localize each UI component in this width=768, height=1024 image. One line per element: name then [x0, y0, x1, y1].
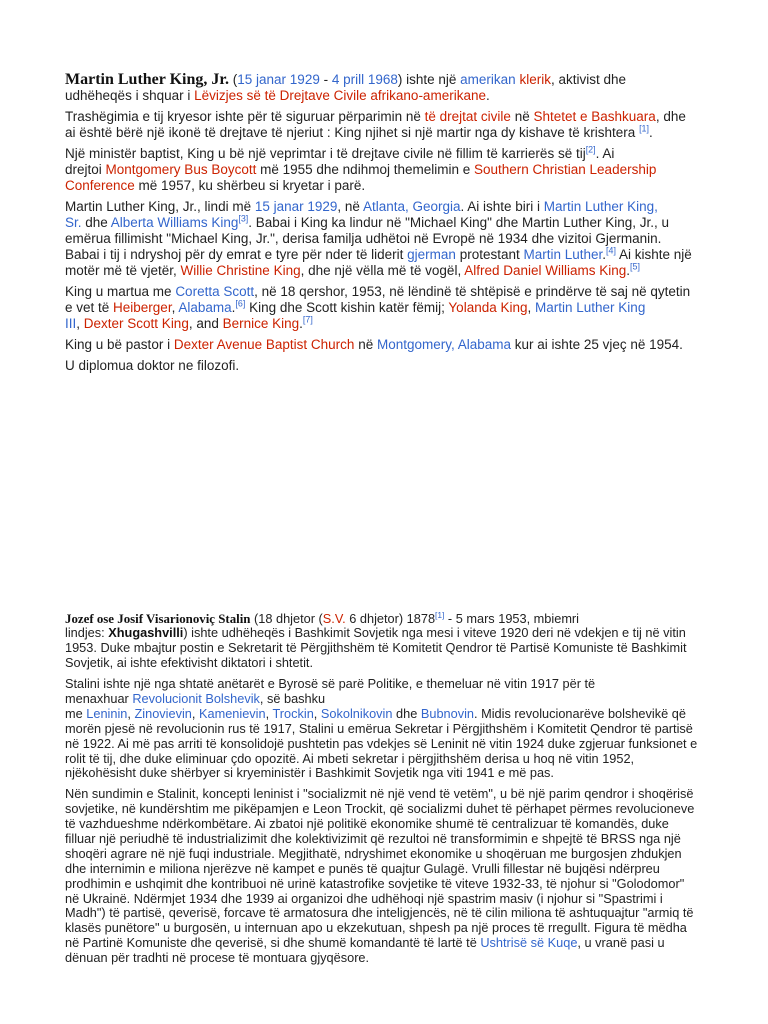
text-line — [65, 906, 755, 921]
wiki-link[interactable]: Sr. — [65, 215, 82, 230]
text-run: në — [510, 109, 534, 124]
red-link[interactable]: Southern Christian Leadership — [473, 162, 657, 177]
text-line — [65, 766, 755, 781]
text-run: në — [354, 337, 377, 352]
text-line — [65, 847, 755, 862]
text-run: klasës punëtore" u burgosën, u internuan apo u ekzekutuan, shpesh pa një proces të rregullt. Figura të mëdha — [65, 920, 687, 936]
text-line — [65, 358, 755, 374]
text-run: , u vranë pasi u — [577, 935, 665, 951]
text-run: King dhe Scott kishin katër fëmij; — [245, 300, 449, 315]
paragraph — [65, 284, 755, 332]
text-run: ) ishte udhëheqës i Bashkimit Sovjetik nga mesi i viteve 1920 deri në vdekjen e tij në vitin — [183, 625, 686, 641]
text-run: menaxhuar — [65, 690, 133, 706]
text-line — [65, 215, 755, 231]
text-run: kur ai ishte 25 vjeç në 1954. — [511, 337, 683, 352]
text-run: morën pjesë në revolucionin rus të 1917, Stalini u emërua Sekretar i Përgjithshëm i Komitetit Qendror të partisë — [65, 720, 693, 736]
bold-term: Xhugashvilli — [108, 625, 184, 641]
text-run: 1953. Duke mbajtur postin e Sekretarit të Përgjithshëm të Komitetit Qendror të Partisë Komuniste të Bashkimit — [65, 640, 687, 656]
text-run: prodhimin e ushqimit dhe kontribuoi në urinë katastrofike sovjetike të viteve 1932-33, të njohur si "Golodomor" — [65, 875, 685, 891]
text-line — [65, 862, 755, 877]
wiki-link[interactable]: Alabama — [178, 300, 232, 315]
text-line — [65, 199, 755, 215]
wiki-link[interactable]: Sokolnikovin — [320, 705, 393, 721]
text-run: . Ai ishte biri i — [460, 199, 544, 214]
text-run: Martin Luther King, Jr., lindi më — [65, 199, 255, 214]
text-run: (18 dhjetor ( — [250, 610, 323, 626]
text-line — [65, 162, 755, 178]
text-line — [65, 832, 755, 847]
paragraph — [65, 72, 755, 104]
wiki-link[interactable]: Coretta Scott — [175, 284, 255, 299]
text-line — [65, 109, 755, 125]
paragraph — [65, 609, 755, 672]
text-run: dhe — [81, 215, 111, 230]
text-run: dhe — [392, 705, 421, 721]
paragraph — [65, 199, 755, 279]
text-run: Ai kishte një — [615, 247, 692, 262]
text-line — [65, 146, 755, 162]
paragraph — [65, 358, 755, 374]
reference-link[interactable]: [5] — [630, 261, 640, 272]
text-run: King u bë pastor i — [65, 337, 174, 352]
reference-link[interactable]: [6] — [235, 298, 246, 309]
text-run: shoqëri agrare në një fuqi industriale. Megjithatë, ndryshimet ekonomike u shoqëruan me burgosjen zhdukjen — [65, 845, 682, 861]
text-line — [65, 892, 755, 907]
wiki-link[interactable]: Leninin — [86, 705, 128, 721]
text-run: protestant — [455, 247, 524, 262]
text-run: sovjetike, në kundërshtim me pikëpamjen e Leon Trockit, që socializmi duhet të përhapet përmes revolucioneve — [65, 801, 695, 817]
text-run: - 5 mars 1953, mbiemri — [444, 610, 580, 626]
text-run: . — [485, 88, 490, 103]
red-link[interactable]: Shtetet e Bashkuara — [533, 109, 656, 124]
article-title: Jozef ose Josif Visarionoviç Stalin — [65, 611, 251, 626]
reference-link[interactable]: [1] — [639, 123, 649, 134]
text-line — [65, 247, 755, 263]
text-run: . — [602, 247, 607, 262]
red-link[interactable]: Dexter Scott King — [83, 316, 189, 331]
wiki-link[interactable]: Bubnovin — [420, 705, 475, 721]
text-line — [65, 802, 755, 817]
paragraph — [65, 677, 755, 781]
wiki-link[interactable]: amerikan — [460, 72, 516, 87]
text-run: njëkohësisht duke shërbyer si kryeministër i Bashkimit Sovjetik nga viti 1941 e më pas. — [65, 765, 554, 781]
text-run: , — [76, 316, 84, 331]
article-martin-luther-king — [65, 72, 755, 379]
red-link[interactable]: Dexter Avenue Baptist Church — [173, 337, 355, 352]
paragraph — [65, 146, 755, 194]
text-line — [65, 284, 755, 300]
text-run: lindjes: — [65, 625, 109, 641]
wiki-link[interactable]: 4 prill 1968 — [331, 72, 398, 87]
text-run: motër më të vjetër, — [65, 263, 181, 278]
text-run: Stalini ishte një nga shtatë anëtarët e Byrosë së parë Politike, e themeluar në vitin 1917 për të — [65, 676, 596, 692]
text-line — [65, 231, 755, 247]
text-run: 6 dhjetor) 1878 — [345, 610, 436, 626]
text-line — [65, 817, 755, 832]
text-run: , — [527, 300, 536, 315]
wiki-link[interactable]: Ushtrisë së Kuqe — [480, 935, 578, 951]
text-run: , — [191, 705, 199, 721]
text-line — [65, 263, 755, 279]
text-run: , dhe — [655, 109, 686, 124]
text-run: , në 18 qershor, 1953, në lëndinë të shtëpisë e prindërve të saj në qytetin — [254, 284, 691, 299]
reference-link[interactable]: [2] — [585, 144, 596, 155]
red-link[interactable]: Heiberger — [113, 300, 172, 315]
paragraph — [65, 109, 755, 141]
text-run: në Partinë Komuniste dhe qeverisë, si dhe shumë komandantë të lartë të — [65, 935, 481, 951]
text-line — [65, 692, 755, 707]
reference-link[interactable]: [1] — [435, 609, 445, 620]
text-line — [65, 936, 755, 951]
text-run: drejtoi — [65, 162, 106, 177]
red-link[interactable]: Alfred Daniel Williams King — [464, 263, 627, 278]
text-line — [65, 656, 755, 671]
text-run: , — [127, 705, 135, 721]
text-run: , në — [337, 199, 363, 214]
text-run: dhe internimin e miliona njerëzve në kampet e punës të quajtur Gulagë. Vrulli fillestar në bujqësi ndërpreu — [65, 860, 660, 876]
text-line — [65, 316, 755, 332]
text-run: të vazhdueshme ndërkombëtare. Ai zbatoi një politikë ekonomike shumë të centralizuar të komandës, duke — [65, 816, 669, 832]
text-run: më 1957, ku shërbeu si kryetar i parë. — [134, 178, 366, 193]
text-line — [65, 626, 755, 641]
text-run: , — [313, 705, 321, 721]
text-run: ( — [229, 72, 238, 87]
text-line — [65, 72, 755, 88]
article-stalin — [65, 609, 755, 972]
wiki-link[interactable]: Trockin — [272, 705, 314, 721]
text-line — [65, 178, 755, 194]
text-run: me — [65, 705, 87, 721]
text-run: . Ai — [595, 146, 615, 161]
red-link[interactable]: Yolanda King — [448, 300, 528, 315]
wiki-link[interactable]: 15 janar 1929 — [237, 72, 320, 87]
text-run: , së bashku — [259, 690, 326, 706]
text-run: në Ukrainë. Ndërmjet 1934 dhe 1939 ai organizoi dhe udhëhoqi një spastrim masiv (i njohur si "Spastrimi i — [65, 890, 663, 906]
text-run: udhëheqës i shquar i — [65, 88, 195, 103]
wiki-link[interactable]: Kamenievin — [198, 705, 266, 721]
red-link[interactable]: Montgomery Bus Boycott — [105, 162, 257, 177]
wiki-link[interactable]: Montgomery, Alabama — [376, 337, 512, 352]
text-run: . — [231, 300, 236, 315]
text-run: emërua fillimisht "Michael King, Jr.", derisa familja udhëtoi në Evropë në 1934 dhe vizitoi Gjermanin. — [65, 231, 662, 246]
text-run: filluar një periudhë të industrializimit dhe kolektivizimit që rezultoi në transformimin e shpejtë të BRSS nga një — [65, 830, 681, 846]
text-run: rolit të tij, dhe duke eliminuar çdo opozitë. Ai mbeti sekretar i përgjithshëm derisa u hoq në vitin 1952, — [65, 750, 635, 766]
text-run: Madh") të partisë, qeverisë, forcave të armatosura dhe inteligjencës, në të cilin miliona të ashtuquajtur "armiq të — [65, 905, 694, 921]
paragraph — [65, 337, 755, 353]
red-link[interactable]: Bernice King — [222, 316, 300, 331]
text-run: . Midis revolucionarëve bolshevikë që — [474, 705, 686, 721]
text-line — [65, 677, 755, 692]
text-run: U diplomua doktor ne filozofi. — [65, 358, 240, 373]
red-link[interactable]: të drejtat civile — [424, 109, 511, 124]
red-link[interactable]: Willie Christine King — [180, 263, 301, 278]
text-line — [65, 300, 755, 316]
text-run: Një ministër baptist, King u bë një veprimtar i të drejtave civile në fillim të karrierës së tij — [65, 146, 586, 161]
text-run: . Babai i King ka lindur në "Michael King" dhe Martin Luther King, Jr., u — [248, 215, 670, 230]
text-line — [65, 737, 755, 752]
text-line — [65, 951, 755, 966]
text-run: , and — [188, 316, 223, 331]
text-run: ) ishte një — [397, 72, 461, 87]
text-run: ai është bërë një ikonë të drejtave të njeriut : King njihet si një martir nga dy kishave të krishtera — [65, 125, 640, 140]
text-run: Trashëgimia e tij kryesor ishte për të siguruar përparimin në — [65, 109, 425, 124]
text-run: - — [319, 72, 332, 87]
wiki-link[interactable]: Revolucionit Bolshevik — [132, 690, 260, 706]
text-run: . — [648, 125, 653, 140]
wiki-link[interactable]: 15 janar 1929 — [254, 199, 338, 214]
text-run: Babai i tij i ndryshoj për dy emrat e tyre për nder të liderit — [65, 247, 408, 262]
text-line — [65, 125, 755, 141]
wiki-link[interactable]: Alberta Williams King — [110, 215, 239, 230]
wiki-link[interactable]: Martin Luther — [523, 247, 603, 262]
text-run: . — [626, 263, 631, 278]
text-line — [65, 641, 755, 656]
red-link[interactable]: klerik — [519, 72, 551, 87]
text-run: , — [265, 705, 273, 721]
text-run: dënuan për tradhti në procese të montuara gjyqësore. — [65, 950, 370, 966]
text-run: , aktivist dhe — [550, 72, 627, 87]
text-line — [65, 707, 755, 722]
reference-link[interactable]: [7] — [302, 314, 313, 325]
text-line — [65, 752, 755, 767]
text-run: më 1955 dhe ndihmoj themelimin e — [256, 162, 474, 177]
reference-link[interactable]: [4] — [606, 245, 616, 256]
text-line — [65, 337, 755, 353]
wiki-link[interactable]: Zinovievin — [134, 705, 192, 721]
wiki-link[interactable]: Martin Luther King, — [543, 199, 658, 214]
text-run: në 1922. Ai më pas arriti të konsolidojë pushtetin pas vdekjes së Leninit në vitin 1924 duke zgjeruar funksionet e — [65, 735, 698, 751]
red-link[interactable]: Lëvizjes së të Drejtave Civile afrikano-amerikane — [194, 88, 486, 103]
wiki-link[interactable]: Martin Luther King — [535, 300, 646, 315]
text-line — [65, 722, 755, 737]
text-line — [65, 88, 755, 104]
text-run: Sovjetik, ai ishte efektivisht diktatori i shtetit. — [65, 655, 314, 671]
wiki-link[interactable]: III — [65, 316, 77, 331]
text-run: King u martua me — [65, 284, 176, 299]
text-run: Nën sundimin e Stalinit, koncepti leninist i "socializmit në një vend të vetëm", u bë një parim qendror i shoqërisë — [65, 786, 694, 802]
wiki-link[interactable]: Atlanta, Georgia — [362, 199, 461, 214]
text-run: e vet të — [65, 300, 114, 315]
paragraph — [65, 787, 755, 966]
text-line — [65, 609, 755, 627]
reference-link[interactable]: [3] — [238, 213, 249, 224]
text-run: , dhe një vëlla më të vogël, — [300, 263, 465, 278]
text-line — [65, 921, 755, 936]
red-link[interactable]: S.V. — [322, 610, 346, 626]
text-run: , — [171, 300, 179, 315]
text-line — [65, 787, 755, 802]
text-run: . — [299, 316, 303, 331]
article-title: Martin Luther King, Jr. — [65, 71, 230, 88]
text-line — [65, 877, 755, 892]
wiki-link[interactable]: gjerman — [407, 247, 456, 262]
red-link[interactable]: Conference — [65, 178, 135, 193]
